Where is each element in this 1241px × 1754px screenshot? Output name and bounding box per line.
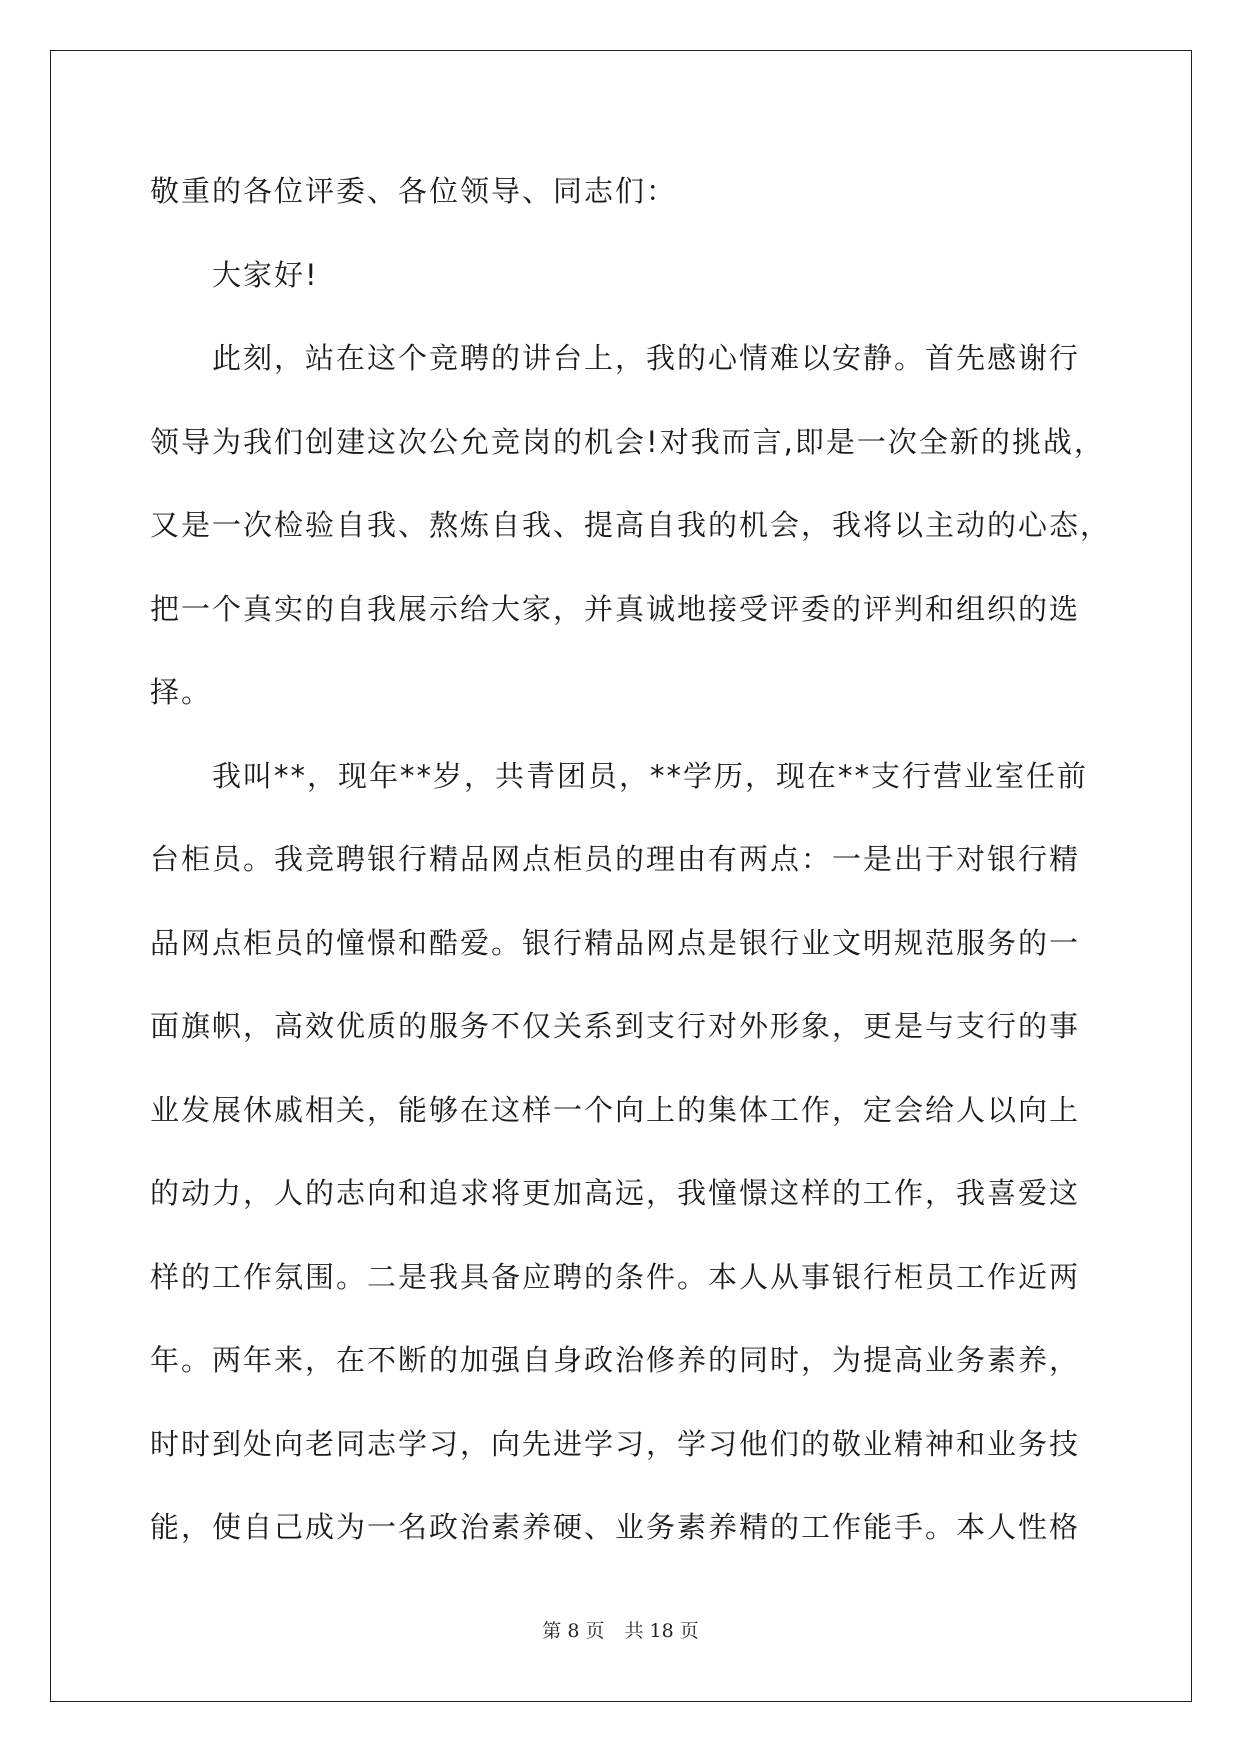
greeting-line: 大家好! [212,257,319,292]
paragraph-line: 样的工作氛围。二是我具备应聘的条件。本人从事银行柜员工作近两 [150,1259,1081,1294]
paragraph-line: 台柜员。我竞聘银行精品网点柜员的理由有两点：一是出于对银行精 [150,842,1081,876]
paragraph-line: 把一个真实的自我展示给大家，并真诚地接受评委的评判和组织的选 [150,591,1081,626]
paragraph-line: 又是一次检验自我、熬炼自我、提高自我的机会，我将以主动的心态， [150,508,1112,542]
paragraph-line: 业发展休戚相关，能够在这样一个向上的集体工作，定会给人以向上 [150,1092,1081,1127]
paragraph-line: 面旗帜，高效优质的服务不仅关系到支行对外形象，更是与支行的事 [150,1009,1081,1043]
paragraph-line: 择。 [150,675,213,709]
paragraph-line: 年。两年来，在不断的加强自身政治修养的同时，为提高业务素养， [150,1343,1081,1377]
paragraph-line: 此刻，站在这个竞聘的讲台上，我的心情难以安静。首先感谢行 [212,341,1081,375]
paragraph-line: 的动力，人的志向和追求将更加高远，我憧憬这样的工作，我喜爱这 [150,1176,1081,1210]
paragraph-line: 能，使自己成为一名政治素养硬、业务素养精的工作能手。本人性格 [150,1510,1081,1544]
paragraph-line: 时时到处向老同志学习，向先进学习，学习他们的敬业精神和业务技 [150,1426,1081,1461]
salutation-line: 敬重的各位评委、各位领导、同志们： [150,174,678,208]
paragraph-line: 领导为我们创建这次公允竞岗的机会!对我而言,即是一次全新的挑战， [150,424,1105,459]
paragraph-line: 我叫**，现年**岁，共青团员，**学历，现在**支行营业室任前 [212,758,1089,793]
page-number: 第 8 页 [542,1620,605,1642]
page-total: 共 18 页 [624,1620,699,1642]
document-body [150,150,1112,1570]
page-footer [0,1616,1241,1643]
paragraph-line: 品网点柜员的憧憬和酷爱。银行精品网点是银行业文明规范服务的一 [150,925,1081,960]
